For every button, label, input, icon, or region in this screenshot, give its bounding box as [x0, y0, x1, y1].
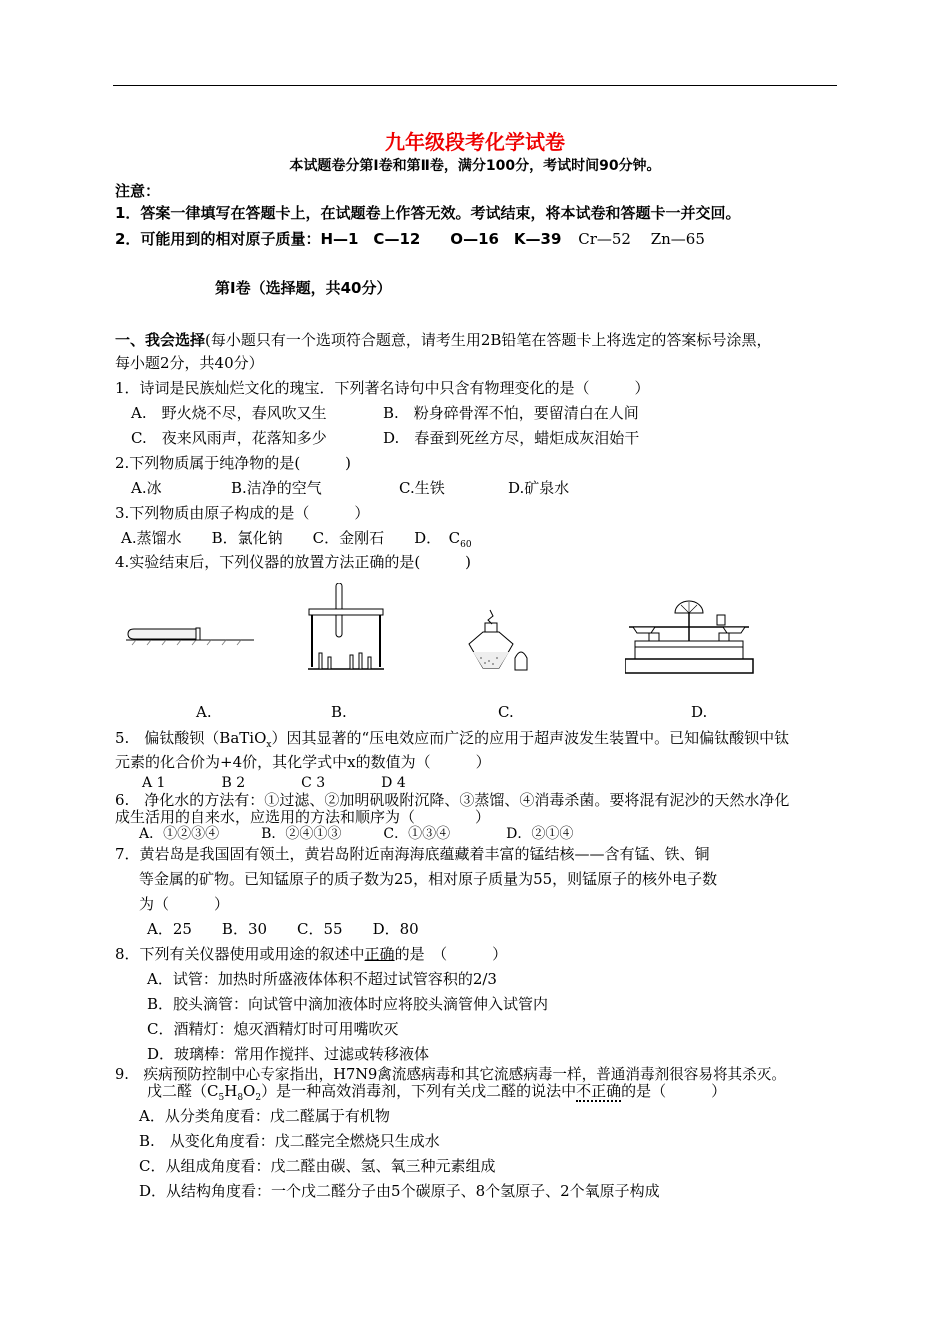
q9-option-d: D．从结构角度看：一个戊二醛分子由5个碳原子、8个氢原子、2个氧原子构成: [139, 1182, 660, 1200]
q6-line-2: 成生活用的自来水，应选用的方法和顺序为（ ）: [115, 808, 491, 826]
q6-options: A．①②③④ B．②④①③ C．①③④ D．②①④: [139, 826, 574, 842]
q7-line-3: 为（ ）: [139, 895, 230, 913]
section-header: [115, 329, 771, 350]
q8-option-d: D．玻璃棒：常用作搅拌、过滤或转移液体: [147, 1045, 430, 1063]
top-rule: [113, 85, 837, 86]
q7-options: A．25 B．30 C．55 D．80: [147, 920, 419, 938]
q4-label-b: B.: [331, 703, 347, 721]
balance-scale-illustration: [625, 597, 755, 677]
notice-heading: 注意：: [115, 182, 161, 200]
q1-option-c: C. 夜来风雨声，花落知多少: [131, 429, 327, 447]
q8-option-b: B．胶头滴管：向试管中滴加液体时应将胶头滴管伸入试管内: [147, 995, 549, 1013]
q6-line-1: 6. 净化水的方法有：①过滤、②加明矾吸附沉降、③蒸馏、④消毒杀菌。要将混有泥沙的天然水净化: [115, 791, 790, 809]
section-desc-2: 每小题2分，共40分）: [115, 354, 264, 372]
q5-line-1b: ）因其显著的“压电效应而广泛的应用于超声波发生装置中。已知偏钛酸钡中钛: [271, 729, 790, 747]
part1-title: 第Ⅰ卷（选择题，共40分）: [215, 279, 392, 297]
q9-line-2c: O: [243, 1082, 256, 1100]
q8-option-a: A．试管：加热时所盛液体体积不超过试管容积的2/3: [147, 970, 497, 988]
q8-stem-b: 的是 （ ）: [394, 945, 508, 963]
page-title: 九年级段考化学试卷: [385, 130, 565, 154]
q2-option-d: D.矿泉水: [508, 479, 570, 497]
q8-stem-a: 8．下列有关仪器使用或用途的叙述中: [115, 945, 365, 963]
q4-label-c: C.: [498, 703, 514, 721]
q9-emphasis: 不正确: [576, 1082, 622, 1100]
q9-sub-3: 2: [255, 1093, 262, 1103]
notice-item-2-prefix: 2．可能用到的相对原子质量：H—1 C—12 O—16 K—39: [115, 230, 562, 248]
q3-options-text: A.蒸馏水 B．氯化钠 C．金刚石 D． C: [121, 529, 461, 547]
q4-label-a: A.: [196, 703, 212, 721]
q9-line-2b: H: [224, 1082, 238, 1100]
q1-stem: 1．诗词是民族灿烂文化的瑰宝．下列著名诗句中只含有物理变化的是（ ）: [115, 379, 650, 397]
q8-option-c: C．酒精灯：熄灭酒精灯时可用嘴吹灭: [147, 1020, 399, 1038]
q4-label-d: D.: [691, 703, 708, 721]
q9-line-1: 9. 疾病预防控制中心专家指出，H7N9禽流感病毒和其它流感病毒一样，普通消毒剂很容易将其杀灭。: [115, 1066, 786, 1083]
q5-line-1a: 5. 偏钛酸钡（BaTiO: [115, 729, 267, 747]
section-label: 一、我会选择: [115, 331, 206, 349]
q3-subscript: 60: [460, 540, 472, 550]
section-desc-1: (每小题只有一个选项符合题意，请考生用2B铅笔在答题卡上将选定的答案标号涂黑，: [205, 331, 772, 349]
q9-line-2a: 戊二醛（C: [147, 1082, 219, 1100]
q1-option-b: B. 粉身碎骨浑不怕，要留清白在人间: [383, 404, 639, 422]
q1-option-a: A. 野火烧不尽，春风吹又生: [131, 404, 327, 422]
q2-option-a: A.冰: [131, 479, 162, 497]
test-tube-illustration: [126, 620, 256, 646]
q2-option-c: C.生铁: [399, 479, 445, 497]
q3-options: [121, 527, 472, 550]
notice-item-2: [115, 228, 705, 249]
notice-item-2-suffix: Cr—52 Zn—65: [578, 230, 705, 248]
q5-subscript: x: [266, 740, 272, 750]
q9-line-2: [147, 1080, 726, 1103]
q7-line-2: 等金属的矿物。已知锰原子的质子数为25，相对原子质量为55，则锰原子的核外电子数: [139, 870, 718, 888]
q9-sub-2: 8: [237, 1093, 244, 1103]
q5-line-2: 元素的化合价为+4价，其化学式中x的数值为（ ）: [115, 753, 491, 771]
q5-line-1: [115, 727, 789, 750]
q9-option-b: B. 从变化角度看：戊二醛完全燃烧只生成水: [139, 1132, 440, 1150]
q3-stem: 3.下列物质由原子构成的是（ ）: [115, 504, 370, 522]
q2-option-b: B.洁净的空气: [231, 479, 322, 497]
q2-stem: 2.下列物质属于纯净物的是( ): [115, 454, 352, 472]
q8-stem: [115, 943, 507, 964]
notice-item-1: 1．答案一律填写在答题卡上，在试题卷上作答无效。考试结束，将本试卷和答题卡一并交回。: [115, 204, 741, 222]
q4-stem: 4.实验结束后，下列仪器的放置方法正确的是( ): [115, 553, 472, 571]
q7-line-1: 7．黄岩岛是我国固有领土，黄岩岛附近南海海底蕴藏着丰富的锰结核——含有锰、铁、铜: [115, 845, 710, 863]
q9-line-2e: 的是（ ）: [621, 1082, 727, 1100]
q1-option-d: D. 春蚕到死丝方尽，蜡炬成灰泪始干: [383, 429, 640, 447]
test-tube-rack-illustration: [306, 583, 386, 671]
q9-sub-1: 5: [218, 1093, 225, 1103]
q9-line-2d: ）是一种高效消毒剂，下列有关戊二醛的说法中: [261, 1082, 577, 1100]
exam-subtitle: 本试题卷分第Ⅰ卷和第Ⅱ卷，满分100分，考试时间90分钟。: [289, 158, 661, 174]
q9-option-a: A．从分类角度看：戊二醛属于有机物: [139, 1107, 390, 1125]
alcohol-lamp-illustration: [463, 606, 533, 676]
q9-option-c: C．从组成角度看：戊二醛由碳、氢、氧三种元素组成: [139, 1157, 496, 1175]
q8-stem-emphasis: 正确: [364, 945, 395, 963]
q5-options: A 1 B 2 C 3 D 4: [142, 775, 406, 791]
